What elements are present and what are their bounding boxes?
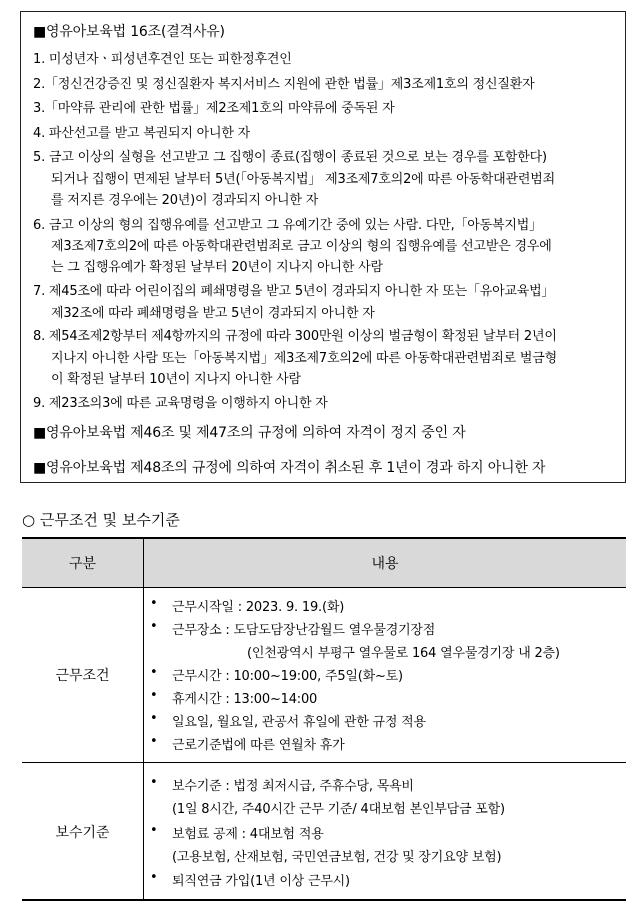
conditions-table xyxy=(22,537,626,901)
list-item-continued: (1일 8시간, 주40시간 근무 기준/ 4대보험 본인부담금 포함) xyxy=(172,802,505,817)
row-label-pay: 보수기준 xyxy=(55,825,110,841)
list-item: 7. 제45조에 따라 어린이집의 폐쇄명령을 받고 5년이 경과되지 아니한 자 또는「유아교육법」 xyxy=(33,284,555,299)
list-item-continued: 제3조제7호의2에 따른 아동학대관련범죄로 금고 이상의 형의 집행유예를 선고받은 경우에 xyxy=(51,239,552,254)
list-item: 3.「마약류 관리에 관한 법률」제2조제1호의 마약류에 중독된 자 xyxy=(33,101,395,116)
bullet: • xyxy=(150,596,158,611)
list-item: 8. 제54조제2항부터 제4항까지의 규정에 따라 300만원 이상의 벌금형이 확정된 날부터 2년이 xyxy=(33,329,557,344)
bullet: • xyxy=(150,665,158,680)
disqualification-box xyxy=(20,11,626,483)
bullet: • xyxy=(150,870,158,885)
list-item: 보험료 공제 : 4대보험 적용 xyxy=(172,827,324,842)
heading-suspension: ■영유아보육법 제46조 및 제47조의 규정에 의하여 자격이 정지 중인 자 xyxy=(33,425,466,441)
list-item: 근무시작일 : 2023. 9. 19.(화) xyxy=(172,600,345,615)
row-divider xyxy=(22,762,626,763)
list-item: 퇴직연금 가입(1년 이상 근무시) xyxy=(172,874,350,889)
list-item-continued: (고용보험, 산재보험, 국민연금보험, 건강 및 장기요양 보험) xyxy=(172,850,502,865)
list-item: 근로기준법에 따른 연월차 휴가 xyxy=(172,738,345,753)
bullet: • xyxy=(150,775,158,790)
list-item: 보수기준 : 법정 최저시급, 주휴수당, 목욕비 xyxy=(172,779,414,794)
row-label-work: 근무조건 xyxy=(55,668,110,684)
list-item: 2.「정신건강증진 및 정신질환자 복지서비스 지원에 관한 법률」제3조제1호의 정신질환자 xyxy=(33,77,535,92)
heading-revocation: ■영유아보육법 제48조의 규정에 의하여 자격이 취소된 후 1년이 경과 하지 아니한 자 xyxy=(33,460,546,476)
list-item: 4. 파산선고를 받고 복권되지 아니한 자 xyxy=(33,126,251,141)
bullet: • xyxy=(150,619,158,634)
list-item-continued: 되거나 집행이 면제된 날부터 5년(「아동복지법」 제3조제7호의2에 따른 아동학대관련범죄 xyxy=(51,172,555,187)
list-item-continued: (인천광역시 부평구 열우물로 164 열우물경기장 내 2층) xyxy=(247,646,560,661)
list-item: 5. 금고 이상의 실형을 선고받고 그 집행이 종료(집행이 종료된 것으로 보는 경우를 포함한다) xyxy=(33,150,547,165)
list-item: 6. 금고 이상의 형의 집행유예를 선고받고 그 유예기간 중에 있는 사람. 다만,「아동복지법」 xyxy=(33,218,542,233)
bullet: • xyxy=(150,711,158,726)
header-content: 내용 xyxy=(371,556,399,572)
list-item: 근무시간 : 10:00~19:00, 주5일(화~토) xyxy=(172,669,403,684)
list-item: 1. 미성년자ㆍ피성년후견인 또는 피한정후견인 xyxy=(33,52,292,67)
list-item: 휴게시간 : 13:00~14:00 xyxy=(172,692,318,707)
section-title: ○ 근무조건 및 보수기준 xyxy=(22,511,180,529)
heading-disqualification: ■영유아보육법 16조(결격사유) xyxy=(33,24,225,40)
bullet: • xyxy=(150,688,158,703)
list-item-continued: 를 저지른 경우에는 20년)이 경과되지 아니한 자 xyxy=(51,193,319,208)
list-item: 일요일, 월요일, 관공서 휴일에 관한 규정 적용 xyxy=(172,715,426,730)
bullet: • xyxy=(150,823,158,838)
list-item-continued: 지나지 아니한 사람 또는「아동복지법」제3조제7호의2에 따른 아동학대관련범죄로 벌금형 xyxy=(51,351,557,366)
column-divider xyxy=(143,539,144,899)
list-item-continued: 제32조에 따라 폐쇄명령을 받고 5년이 경과되지 아니한 자 xyxy=(51,306,375,321)
list-item-continued: 는 그 집행유예가 확정된 날부터 20년이 지나지 아니한 사람 xyxy=(51,260,383,275)
list-item: 9. 제23조의3에 따른 교육명령을 이행하지 아니한 자 xyxy=(33,396,328,411)
header-category: 구분 xyxy=(68,556,97,572)
list-item-continued: 이 확정된 날부터 10년이 지나지 아니한 사람 xyxy=(51,372,301,387)
bullet: • xyxy=(150,734,158,749)
list-item: 근무장소 : 도담도담장난감월드 열우물경기장점 xyxy=(172,623,436,638)
